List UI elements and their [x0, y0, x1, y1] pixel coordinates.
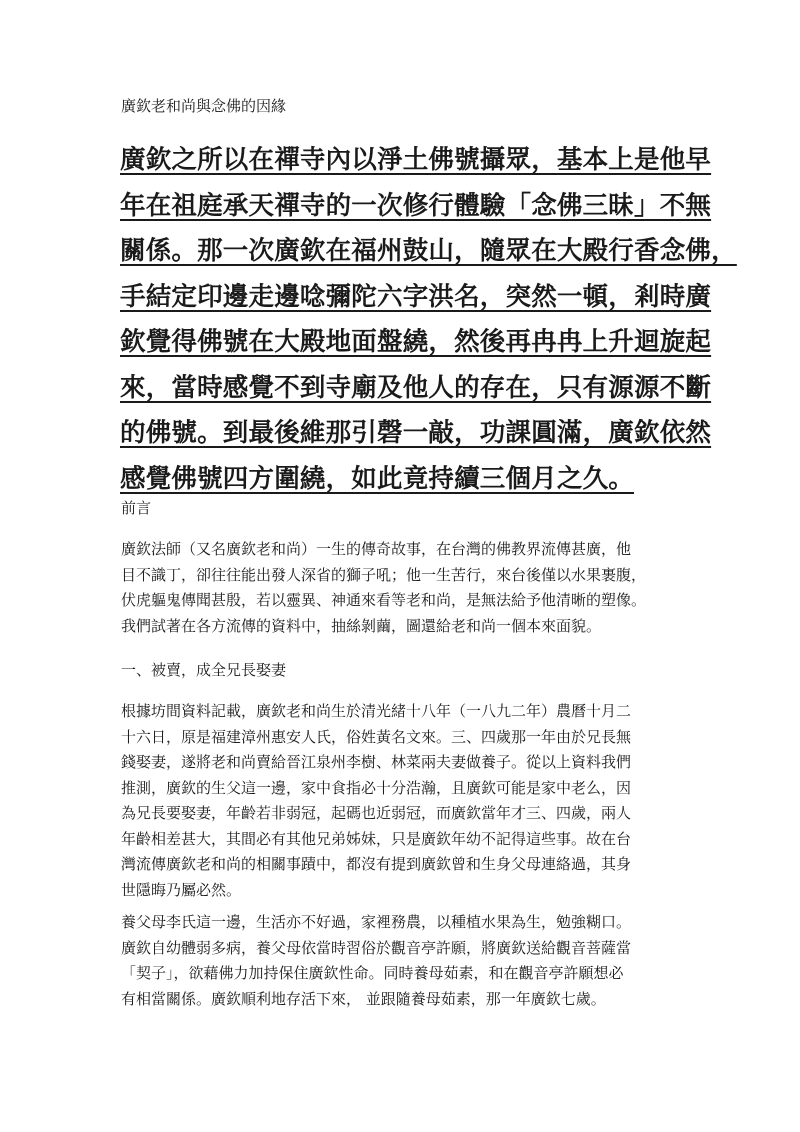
- lead-paragraph: [120, 138, 737, 502]
- lead-line: 廣欽之所以在禪寺內以淨土佛號攝眾，基本上是他早: [120, 145, 712, 175]
- paragraph-line: 有相當關係。廣欽順利地存活下來， 並跟隨養母茹素，那一年廣欽七歲。: [121, 989, 606, 1008]
- paragraph-line: 根據坊間資料記載，廣欽老和尚生於清光緒十八年（一八九二年）農曆十月二: [121, 702, 632, 720]
- paragraph-line: 年齡相差甚大，其間必有其他兄弟姊妹，只是廣欽年幼不記得這些事。故在台: [121, 829, 632, 848]
- paragraph-line: 「契子」，欲藉佛力加持保住廣欽性命。同時養母茹素，和在觀音亭許願想必: [121, 964, 624, 982]
- preface-paragraph: [121, 537, 681, 639]
- paragraph-line: 目不識丁，卻往往能出發人深省的獅子吼；他一生苦行，來台後僅以水果裹腹，: [121, 565, 647, 584]
- lead-line: 關係。那一次廣欽在福州鼓山，隨眾在大殿行香念佛，: [120, 236, 737, 266]
- paragraph-line: 伏虎軀鬼傳聞甚殷，若以靈異、神通來看等老和尚，是無法給予他清晰的塑像。: [121, 591, 647, 609]
- document-title: 廣欽老和尚與念佛的因緣: [121, 97, 287, 115]
- paragraph-line: 為兄長要娶妻，年齡若非弱冠，起碼也近弱冠，而廣欽當年才三、四歲，兩人: [121, 804, 632, 822]
- lead-line: 的佛號。到最後維那引磬一敲，功課圓滿，廣欽依然: [120, 418, 712, 448]
- lead-line: 感覺佛號四方圍繞，如此竟持續三個月之久。: [120, 463, 635, 494]
- section-paragraph: [121, 699, 681, 903]
- paragraph-line: 灣流傳廣欽老和尚的相關事蹟中，都沒有提到廣欽曾和生身父母連絡過，其身: [121, 855, 632, 873]
- paragraph-line: 推測，廣欽的生父這一邊，家中食指必十分浩瀚，且廣欽可能是家中老么，因: [121, 778, 632, 797]
- paragraph-line: 錢娶妻，遂將老和尚賣給晉江泉州李樹、林菜兩夫妻做養子。從以上資料我們: [121, 753, 632, 771]
- section-paragraph: [121, 910, 681, 1012]
- lead-line: 來，當時感覺不到寺廟及他人的存在，只有源源不斷: [120, 372, 712, 403]
- lead-line: 年在祖庭承天禪寺的一次修行體驗「念佛三昧」不無: [120, 190, 712, 221]
- preface-heading: 前言: [121, 499, 152, 517]
- paragraph-line: 廣欽法師（又名廣欽老和尚）一生的傳奇故事，在台灣的佛教界流傳甚廣，他: [121, 540, 632, 558]
- paragraph-line: 我們試著在各方流傳的資料中，抽絲剝繭，圖還給老和尚一個本來面貌。: [121, 616, 602, 635]
- paragraph-line: 十六日，原是福建漳州惠安人氏，俗姓黃名文來。三、四歲那一年由於兄長無: [121, 727, 632, 746]
- lead-line: 欽覺得佛號在大殿地面盤繞，然後再冉冉上升迴旋起: [120, 327, 712, 357]
- lead-line: 手結定印邊走邊唸彌陀六字洪名，突然一頓，剎時廣: [120, 281, 712, 312]
- section-heading: 一、被賣，成全兄長娶妻: [121, 661, 287, 679]
- paragraph-line: 廣欽自幼體弱多病，養父母依當時習俗於觀音亭許願，將廣欽送給觀音菩薩當: [121, 938, 632, 957]
- paragraph-line: 養父母李氏這一邊，生活亦不好過，家裡務農，以種植水果為生，勉強糊口。: [121, 913, 632, 931]
- paragraph-line: 世隱晦乃屬必然。: [121, 880, 242, 899]
